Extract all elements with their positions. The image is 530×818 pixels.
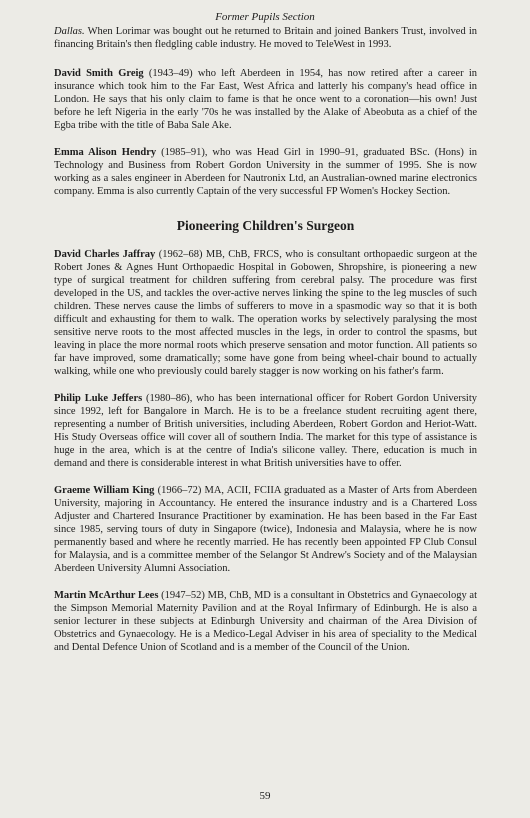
section-heading: Pioneering Children's Surgeon	[176, 218, 355, 233]
person-name: Emma Alison Hendry	[54, 147, 157, 158]
person-name: Martin McArthur Lees	[54, 590, 159, 601]
person-name: David Charles Jaffray	[54, 249, 156, 260]
entry-jaffray	[54, 248, 477, 378]
body-text	[54, 25, 477, 668]
entry-text: (1962–68) MB, ChB, FRCS, who is consultant orthopaedic surgeon at the Robert Jones & Agnes Hunt Orthopaedic Hospital in Gobowen, Shropshire, is pioneering a new type of surgical treatment for children suffering from cerebral palsy. The procedure was first developed in the US, and tackles the over-active nerves linking the spine to the leg muscles of such children. These nerves cause the limbs of sufferers to move in a spasmodic way so that it is both difficult and exhausting for them to walk. The operation works by selectively paralysing the most sensitive nerve roots to the most affected muscles in the legs, in order to control the spasms, but leaving in place the more normal roots which preserve sensation and motor function. All patients so far have improved, some dramatically; some have gone from being wheel-chair bound to actually walking, while one who previously could barely stagger is now working on his father's farm.	[54, 249, 477, 377]
entry-text: (1966–72) MA, ACII, FCIIA graduated as a Master of Arts from Aberdeen University, majoring in Accountancy. He entered the insurance industry and is a Chartered Loss Adjuster and Chartered Insurance Practitioner by examination. He has been based in the Far East since 1985, serving tours of duty in Singapore (twice), Indonesia and Malaysia, where he is now permanently based and where he recently married. He has recently been appointed FP Club Consul for Malaysia, and is a committee member of the Selangor St Andrew's Society and of the Malaysian Aberdeen University Alumni Association.	[54, 485, 477, 574]
paragraph-text: When Lorimar was bought out he returned to Britain and joined Bankers Trust, involved in financing Britain's then fledgling cable industry. He moved to TeleWest in 1993.	[54, 26, 477, 50]
person-name: Philip Luke Jeffers	[54, 393, 143, 404]
person-name: David Smith Greig	[54, 68, 144, 79]
person-name: Graeme William King	[54, 485, 155, 496]
page-number: 59	[259, 790, 271, 802]
entry-text: (1980–86), who has been international officer for Robert Gordon University since 1992, left for Bangalore in March. He is to be a freelance student recruiting agent there, representing a number of British universities, including Aberdeen, Robert Gordon and Heriot-Watt. His Study Overseas office will cover all of southern India. The market for this type of assistance is huge in the area, which is at the centre of India's silicone valley. There, education is much in demand and there is considerable interest in what British universities have to offer.	[54, 393, 478, 469]
entry-king	[54, 484, 477, 575]
running-header: Former Pupils Section	[215, 11, 315, 23]
paragraph-text: (1943–49) who left Aberdeen in 1954, has now retired after a career in insurance which took him to the Far East, West Africa and latterly his company's head office in London. He says that his only claim to fame is that he once went to a coronation—his own! Just before he left Nigeria in the early '70s he was installed by the Alake of Abeobuta as a chief of the Egba tribe with the title of Baba Sale Ake.	[54, 68, 477, 131]
entry-jeffers	[54, 392, 477, 470]
paragraph-text: (1985–91), who was Head Girl in 1990–91, graduated BSc. (Hons) in Technology and Business from Robert Gordon University in the summer of 1995. She is now working as a sales engineer in Aberdeen for Nautronix Ltd, an Australian-owned marine electronics company. Emma is also currently Captain of the very successful FP Women's Hockey Section.	[54, 147, 477, 197]
entry-lees	[54, 589, 477, 654]
lead-italic: Dallas.	[54, 26, 85, 37]
paragraph-hendry	[54, 146, 477, 198]
paragraph-lorimar	[54, 25, 477, 51]
entry-text: (1947–52) MB, ChB, MD is a consultant in Obstetrics and Gynaecology at the Simpson Memorial Maternity Pavilion and at the Royal Infirmary of Edinburgh. He is also a senior lecturer in these subjects at Edinburgh University and chairman of the Area Division of Obstetrics and Gynaecology. He is a Medico-Legal Adviser in his area of speciality to the Medical and Dental Defence Union of Scotland and is a member of the Council of the Union.	[54, 590, 477, 653]
paragraph-greig	[54, 67, 477, 132]
